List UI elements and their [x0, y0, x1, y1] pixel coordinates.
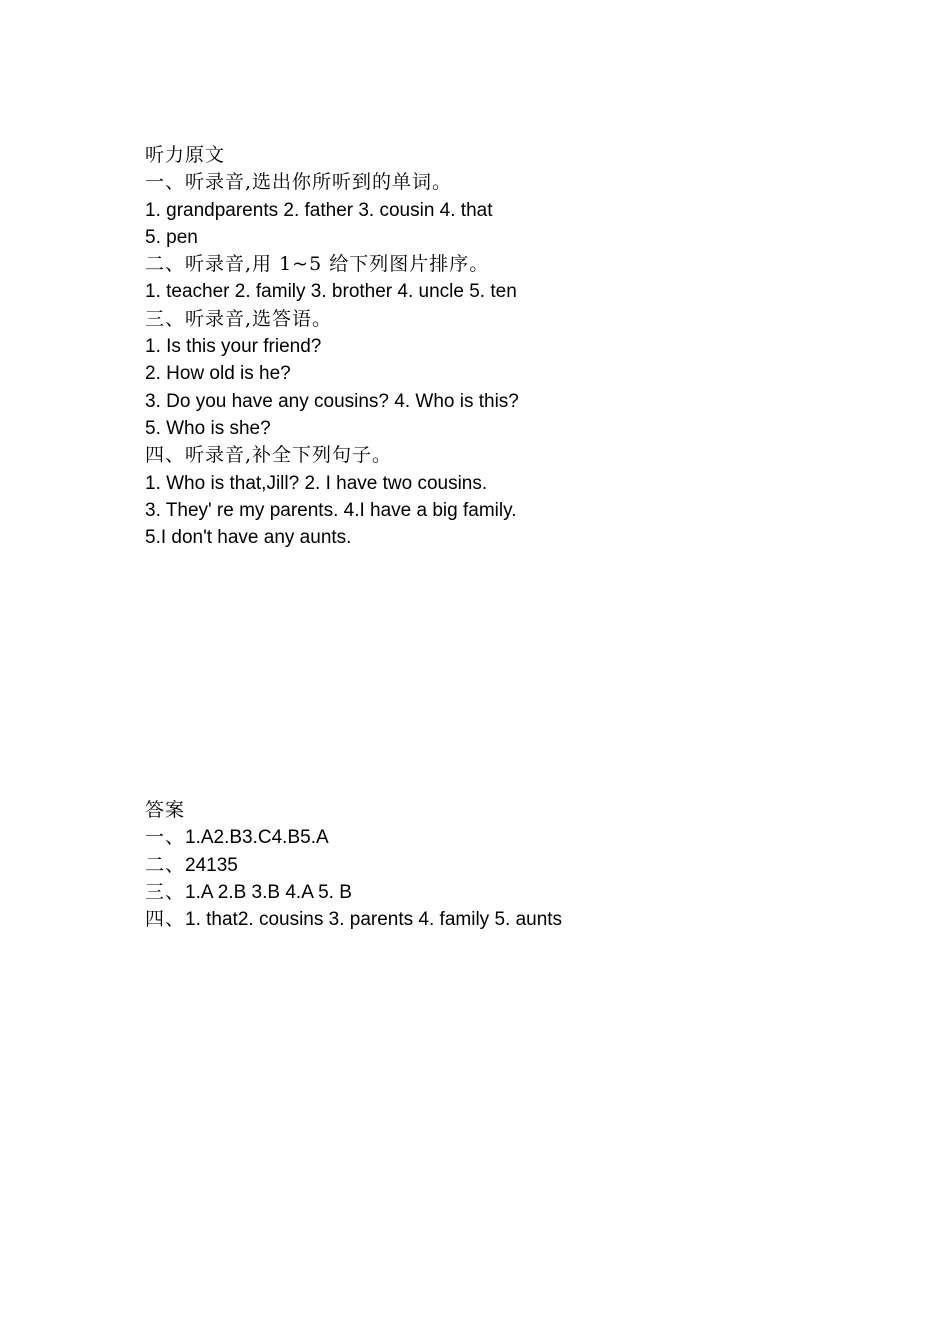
section3-title: 三、听录音,选答语。: [145, 307, 333, 330]
section2-line: 1. teacher 2. family 3. brother 4. uncle 5. ten: [145, 281, 517, 303]
answers-section: [145, 797, 845, 933]
section3-line: 1. Is this your friend?: [145, 336, 322, 358]
section3-line: 3. Do you have any cousins? 4. Who is this?: [145, 390, 519, 412]
section1-line: 1. grandparents 2. father 3. cousin 4. that: [145, 199, 493, 221]
answer-line: [145, 852, 845, 879]
section3-line: 2. How old is he?: [145, 363, 291, 385]
answer-line: [145, 906, 845, 933]
section4-title: 四、听录音,补全下列句子。: [145, 444, 393, 467]
answer-label: 二、: [145, 853, 186, 876]
transcript-section: [145, 142, 845, 551]
section4-line: 1. Who is that,Jill? 2. I have two cousins.: [145, 472, 488, 494]
answer-line: [145, 879, 845, 906]
answer-text: 1.A2.B3.C4.B5.A: [185, 827, 329, 849]
answer-label: 一、: [145, 826, 186, 849]
answer-text: 1. that2. cousins 3. parents 4. family 5. aunts: [185, 909, 563, 931]
answers-heading: 答案: [145, 799, 186, 821]
answer-text: 24135: [185, 854, 238, 876]
answer-label: 四、: [145, 908, 186, 931]
answer-label: 三、: [145, 880, 186, 903]
section1-line: 5. pen: [145, 226, 198, 248]
answer-text: 1.A 2.B 3.B 4.A 5. B: [185, 881, 352, 903]
section2-title: 二、听录音,用 1~5 给下列图片排序。: [145, 253, 490, 276]
section4-line: 3. They' re my parents. 4.I have a big family.: [145, 499, 517, 521]
answer-line: [145, 824, 845, 851]
section1-title: 一、听录音,选出你所听到的单词。: [145, 171, 453, 194]
section3-line: 5. Who is she?: [145, 417, 271, 439]
transcript-heading: 听力原文: [145, 144, 226, 166]
section4-line: 5.I don't have any aunts.: [145, 527, 352, 549]
